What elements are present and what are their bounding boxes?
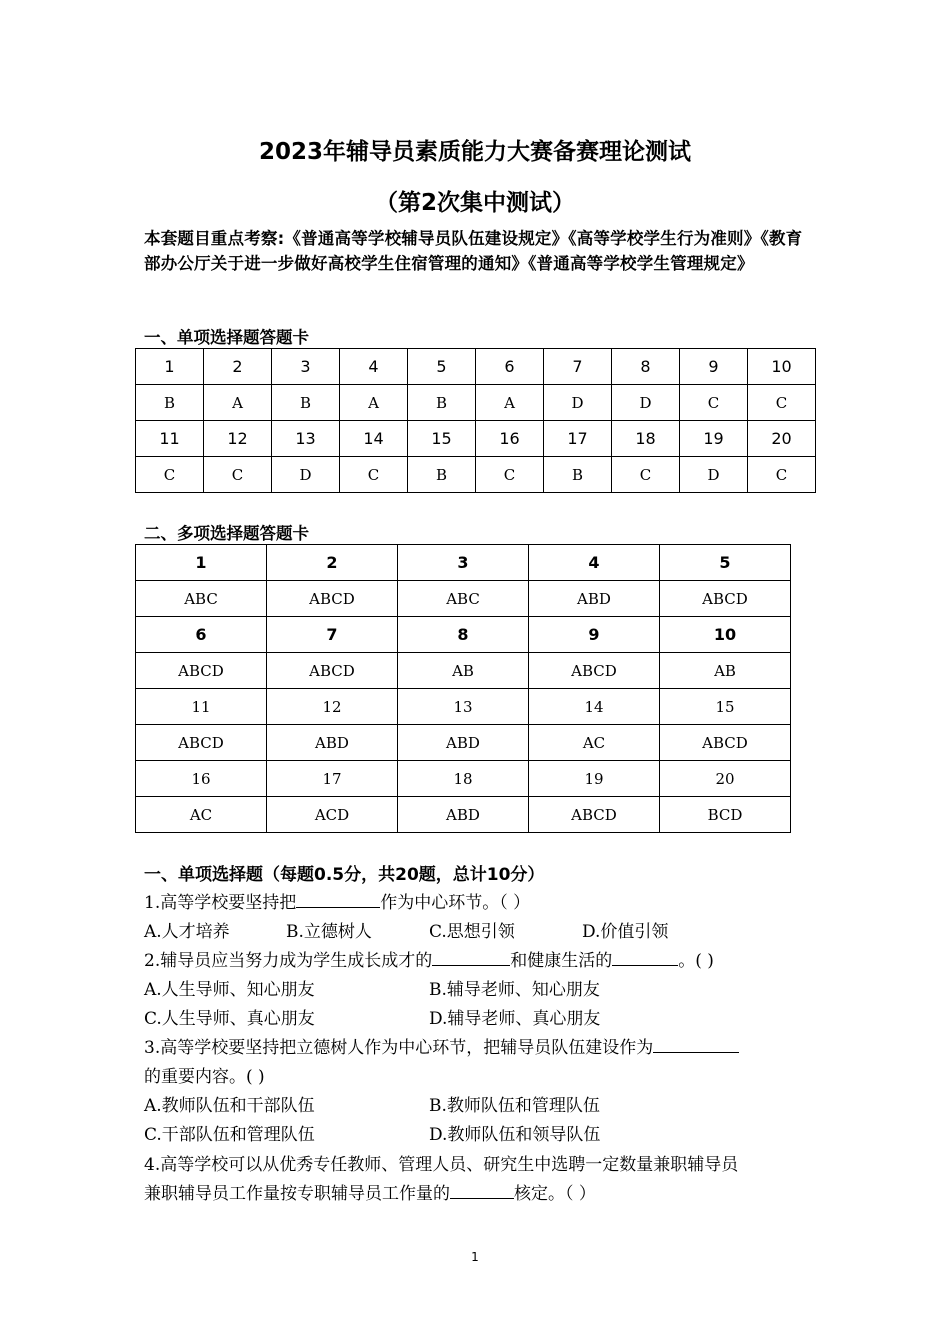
question-number: 18 <box>398 761 529 797</box>
answer-cell: ABD <box>529 581 660 617</box>
question-number: 20 <box>748 421 816 457</box>
question-4-stem: 4.高等学校可以从优秀专任教师、管理人员、研究生中选聘一定数量兼职辅导员 <box>144 1155 739 1175</box>
question-number: 4 <box>529 545 660 581</box>
answer-cell: B <box>544 457 612 493</box>
question-number: 3 <box>272 349 340 385</box>
single-card-heading: 一、单项选择题答题卡 <box>144 328 309 347</box>
answer-cell: ACD <box>267 797 398 833</box>
answer-cell: B <box>136 385 204 421</box>
answer-blank <box>653 1036 739 1053</box>
option: D.辅导老师、真心朋友 <box>429 1009 601 1029</box>
question-3-stem-cont: 的重要内容。( ) <box>144 1067 265 1087</box>
question-number: 5 <box>660 545 791 581</box>
answer-blank <box>296 891 380 908</box>
question-2-options <box>144 975 600 1000</box>
answer-cell: A <box>340 385 408 421</box>
question-number: 14 <box>340 421 408 457</box>
intro-paragraph: 本套题目重点考察:《普通高等学校辅导员队伍建设规定》《高等学校学生行为准则》《教育部办公厅关于进一步做好高校学生住宿管理的通知》《普通高等学校学生管理规定》 <box>144 229 803 273</box>
table-row <box>136 653 791 689</box>
answer-cell: AB <box>398 653 529 689</box>
question-number: 11 <box>136 421 204 457</box>
answer-cell: ABCD <box>136 653 267 689</box>
question-number: 16 <box>136 761 267 797</box>
question-number: 7 <box>544 349 612 385</box>
answer-cell: D <box>612 385 680 421</box>
q4-stem-part: 核定。（ ） <box>514 1184 596 1204</box>
answer-cell: D <box>680 457 748 493</box>
question-2-stem <box>144 946 714 971</box>
q1-stem-part: 1.高等学校要坚持把 <box>144 893 297 913</box>
questions-heading: 一、单项选择题（每题0.5分，共20题，总计10分） <box>144 865 545 885</box>
answer-cell: A <box>204 385 272 421</box>
option: A.教师队伍和干部队伍 <box>144 1096 315 1116</box>
question-number: 1 <box>136 545 267 581</box>
question-number: 12 <box>267 689 398 725</box>
question-number: 19 <box>680 421 748 457</box>
table-row <box>136 761 791 797</box>
answer-cell: BCD <box>660 797 791 833</box>
option: C.干部队伍和管理队伍 <box>144 1125 315 1145</box>
table-row <box>136 797 791 833</box>
single-answer-table <box>135 348 816 493</box>
answer-cell: C <box>340 457 408 493</box>
question-number: 17 <box>267 761 398 797</box>
question-number: 6 <box>136 617 267 653</box>
question-number: 9 <box>529 617 660 653</box>
option: D.价值引领 <box>582 922 669 942</box>
table-row <box>136 581 791 617</box>
document-subtitle: （第2次集中测试） <box>374 190 575 216</box>
question-number: 11 <box>136 689 267 725</box>
question-number: 12 <box>204 421 272 457</box>
answer-cell: ABCD <box>529 653 660 689</box>
answer-cell: C <box>476 457 544 493</box>
question-number: 8 <box>612 349 680 385</box>
table-row <box>136 421 816 457</box>
question-3-options <box>144 1091 600 1116</box>
answer-cell: C <box>136 457 204 493</box>
answer-cell: C <box>748 457 816 493</box>
question-number: 1 <box>136 349 204 385</box>
answer-cell: B <box>408 385 476 421</box>
answer-cell: D <box>544 385 612 421</box>
table-row <box>136 725 791 761</box>
answer-cell: D <box>272 457 340 493</box>
question-3-stem <box>144 1033 739 1058</box>
table-row <box>136 689 791 725</box>
question-number: 6 <box>476 349 544 385</box>
option: A.人生导师、知心朋友 <box>144 980 315 1000</box>
answer-cell: ABCD <box>267 581 398 617</box>
answer-cell: A <box>476 385 544 421</box>
answer-cell: AB <box>660 653 791 689</box>
answer-cell: ABCD <box>267 653 398 689</box>
answer-cell: C <box>612 457 680 493</box>
question-2-options <box>144 1004 600 1029</box>
question-number: 13 <box>398 689 529 725</box>
q1-stem-part: 作为中心环节。（ ） <box>380 893 531 913</box>
page-number: 1 <box>471 1250 479 1264</box>
question-number: 9 <box>680 349 748 385</box>
table-row <box>136 457 816 493</box>
answer-cell: ABC <box>398 581 529 617</box>
table-row <box>136 385 816 421</box>
question-number: 5 <box>408 349 476 385</box>
option: C.人生导师、真心朋友 <box>144 1009 315 1029</box>
answer-cell: ABCD <box>136 725 267 761</box>
question-number: 8 <box>398 617 529 653</box>
option: D.教师队伍和领导队伍 <box>429 1125 601 1145</box>
option: B.立德树人 <box>286 922 372 942</box>
question-3-options <box>144 1120 600 1145</box>
option: B.辅导老师、知心朋友 <box>429 980 600 1000</box>
question-number: 7 <box>267 617 398 653</box>
answer-cell: ABD <box>398 797 529 833</box>
answer-cell: ABCD <box>660 725 791 761</box>
q2-stem-part: 和健康生活的 <box>510 951 613 971</box>
answer-cell: B <box>272 385 340 421</box>
multi-card-heading: 二、多项选择题答题卡 <box>144 524 309 543</box>
question-number: 10 <box>660 617 791 653</box>
answer-cell: B <box>408 457 476 493</box>
question-1-stem <box>144 888 530 913</box>
question-number: 14 <box>529 689 660 725</box>
question-number: 20 <box>660 761 791 797</box>
question-number: 13 <box>272 421 340 457</box>
answer-cell: AC <box>136 797 267 833</box>
question-number: 15 <box>660 689 791 725</box>
answer-cell: ABCD <box>529 797 660 833</box>
question-number: 18 <box>612 421 680 457</box>
question-4-stem-cont <box>144 1179 596 1204</box>
question-number: 2 <box>204 349 272 385</box>
option: B.教师队伍和管理队伍 <box>429 1096 600 1116</box>
q2-stem-part: 2.辅导员应当努力成为学生成长成才的 <box>144 951 433 971</box>
question-number: 10 <box>748 349 816 385</box>
table-row <box>136 545 791 581</box>
q4-stem-part: 兼职辅导员工作量按专职辅导员工作量的 <box>144 1184 450 1204</box>
question-number: 19 <box>529 761 660 797</box>
question-number: 17 <box>544 421 612 457</box>
answer-cell: ABC <box>136 581 267 617</box>
question-number: 3 <box>398 545 529 581</box>
q3-stem-part: 3.高等学校要坚持把立德树人作为中心环节，把辅导员队伍建设作为 <box>144 1038 654 1058</box>
answer-cell: ABD <box>398 725 529 761</box>
answer-cell: C <box>748 385 816 421</box>
question-1-options <box>144 917 668 942</box>
answer-cell: ABCD <box>660 581 791 617</box>
answer-cell: C <box>204 457 272 493</box>
document-title: 2023年辅导员素质能力大赛备赛理论测试 <box>258 139 691 165</box>
question-number: 4 <box>340 349 408 385</box>
option: A.人才培养 <box>144 922 230 942</box>
table-row <box>136 617 791 653</box>
question-number: 2 <box>267 545 398 581</box>
answer-blank <box>450 1182 514 1199</box>
question-number: 15 <box>408 421 476 457</box>
multi-answer-table <box>135 544 791 833</box>
option: C.思想引领 <box>429 922 515 942</box>
answer-cell: ABD <box>267 725 398 761</box>
answer-cell: AC <box>529 725 660 761</box>
table-row <box>136 349 816 385</box>
q2-stem-part: 。( ) <box>678 951 714 971</box>
answer-cell: C <box>680 385 748 421</box>
answer-blank <box>432 949 510 966</box>
question-number: 16 <box>476 421 544 457</box>
answer-blank <box>612 949 678 966</box>
